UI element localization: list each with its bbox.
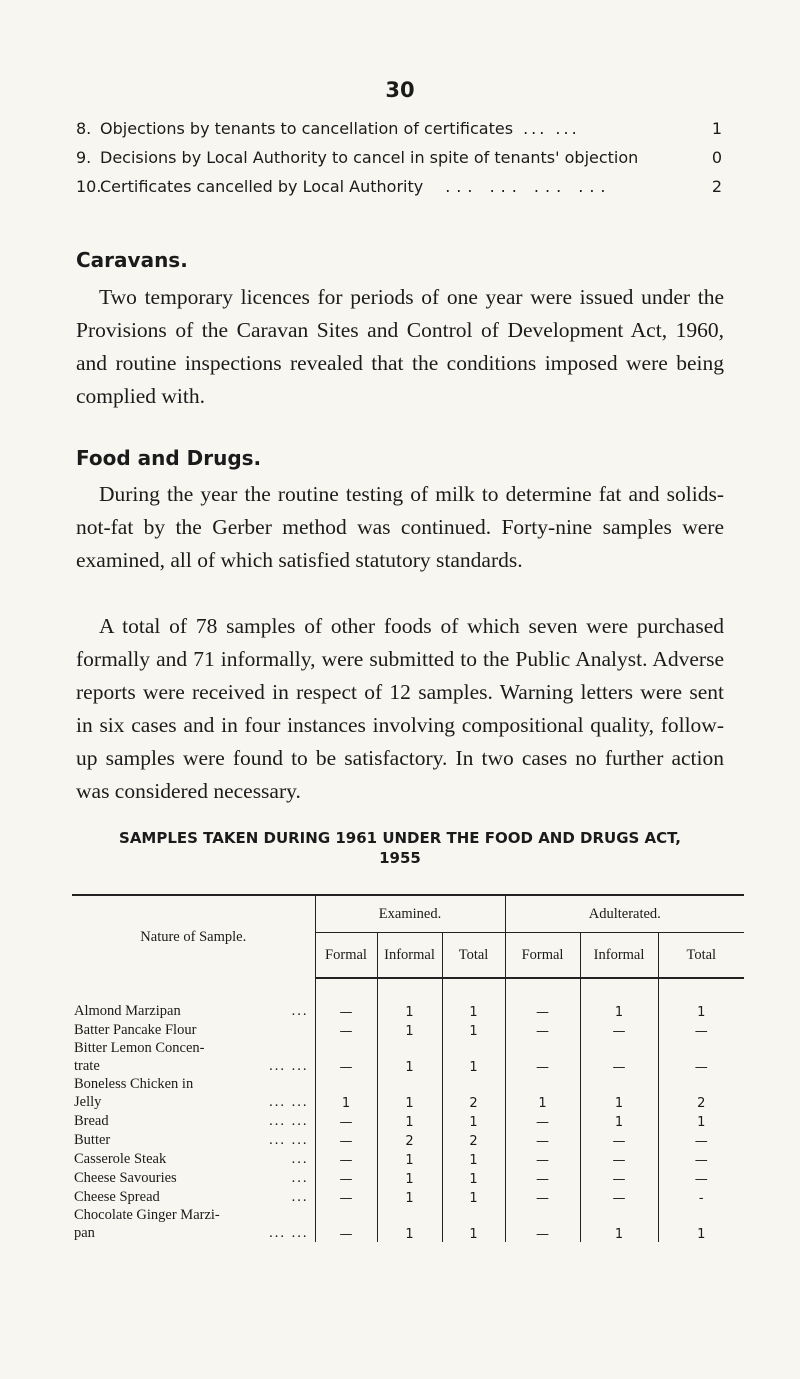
- examined-informal-cell: 1: [377, 1168, 442, 1187]
- list-item: [76, 143, 722, 172]
- leader-dots: ... ...: [269, 1094, 309, 1110]
- leader-dots: ... ...: [269, 1225, 309, 1241]
- list-item-text: Decisions by Local Authority to cancel in spite of tenants' objection: [100, 148, 639, 167]
- adulterated-formal-cell: —: [505, 1130, 580, 1149]
- leader-dots: ... ...: [523, 119, 580, 138]
- sample-name-line: [74, 1057, 309, 1075]
- caravans-paragraph: Two temporary licences for periods of one year were issued under the Provisions of the Caravan Sites and Control of Development Act, 1960, and routine inspections revealed that the conditions imposed were being complied with.: [76, 285, 724, 408]
- sample-name-line: [74, 1039, 309, 1057]
- food-drugs-heading: Food and Drugs.: [76, 446, 262, 470]
- list-item-value: 1: [711, 119, 722, 138]
- examined-total-cell: 1: [442, 1039, 505, 1075]
- sample-name-text: Batter Pancake Flour: [74, 1022, 197, 1038]
- examined-informal-cell: 1: [377, 1149, 442, 1168]
- sample-name: [72, 1075, 315, 1111]
- adulterated-informal-cell: —: [580, 1039, 658, 1075]
- table-row: [72, 1001, 744, 1020]
- sample-name-line: [74, 1224, 309, 1242]
- examined-formal-cell: —: [315, 1039, 377, 1075]
- adulterated-total-cell: —: [658, 1020, 744, 1039]
- sample-name-text: Boneless Chicken in: [74, 1076, 194, 1092]
- table-row: [72, 1075, 744, 1111]
- sample-name: [72, 1149, 315, 1168]
- examined-total-cell: 1: [442, 1111, 505, 1130]
- adulterated-formal-cell: —: [505, 1168, 580, 1187]
- list-item-value: 2: [711, 177, 722, 196]
- adulterated-total-cell: —: [658, 1039, 744, 1075]
- table-row: [72, 1168, 744, 1187]
- sample-name: [72, 1130, 315, 1149]
- samples-table-container: [72, 894, 744, 1242]
- examined-informal-cell: 1: [377, 1020, 442, 1039]
- examined-formal-cell: —: [315, 1149, 377, 1168]
- adulterated-total-cell: —: [658, 1130, 744, 1149]
- sample-name-text: Cheese Savouries: [74, 1170, 177, 1186]
- adulterated-formal-cell: —: [505, 1206, 580, 1242]
- examined-formal-cell: —: [315, 1020, 377, 1039]
- sample-name-text: Butter: [74, 1132, 111, 1148]
- table-title-year: 1955: [379, 849, 421, 867]
- list-item-number: 10.: [76, 177, 102, 196]
- examined-header: Examined.: [315, 896, 505, 933]
- examined-formal-cell: 1: [315, 1075, 377, 1111]
- examined-formal-cell: —: [315, 1206, 377, 1242]
- caravans-heading: Caravans.: [76, 248, 188, 272]
- sample-name-line: [74, 1206, 309, 1224]
- table-title-line: SAMPLES TAKEN DURING 1961 UNDER THE FOOD AND DRUGS ACT,: [119, 829, 681, 847]
- sample-name-line: [74, 1131, 309, 1149]
- examined-formal-cell: —: [315, 1001, 377, 1020]
- sample-name: [72, 1206, 315, 1242]
- sample-name-line: [74, 1188, 309, 1206]
- list-item-value: 0: [711, 148, 722, 167]
- leader-dots: ...: [291, 1170, 309, 1186]
- adulterated-informal-header: Informal: [580, 933, 658, 979]
- sample-name-line: [74, 1093, 309, 1111]
- sample-name-text: Chocolate Ginger Marzi-: [74, 1207, 220, 1223]
- adulterated-informal-cell: —: [580, 1130, 658, 1149]
- sample-name: [72, 1039, 315, 1075]
- leader-dots: ...: [291, 1189, 309, 1205]
- adulterated-formal-cell: —: [505, 1001, 580, 1020]
- adulterated-formal-header: Formal: [505, 933, 580, 979]
- sample-name: [72, 1020, 315, 1039]
- leader-dots: ... ...: [269, 1113, 309, 1129]
- table-row: [72, 1149, 744, 1168]
- examined-informal-cell: 1: [377, 1075, 442, 1111]
- examined-total-cell: 1: [442, 1206, 505, 1242]
- sample-name: [72, 1187, 315, 1206]
- examined-total-cell: 1: [442, 1187, 505, 1206]
- examined-total-header: Total: [442, 933, 505, 979]
- leader-dots: ...: [291, 1151, 309, 1167]
- table-row: [72, 1206, 744, 1242]
- sample-name-text: Jelly: [74, 1094, 102, 1110]
- numbered-list: [76, 114, 722, 201]
- list-item-number: 9.: [76, 148, 92, 167]
- leader-dots: ... ... ... ...: [445, 177, 612, 196]
- adulterated-formal-cell: 1: [505, 1075, 580, 1111]
- sample-name-text: trate: [74, 1058, 100, 1074]
- food-paragraph-1: During the year the routine testing of milk to determine fat and solids-not-fat by the Gerber method was continued. Forty-nine samples were examined, all of which satisfied statutory standards.: [76, 482, 724, 572]
- sample-name-text: Bitter Lemon Concen-: [74, 1040, 205, 1056]
- list-item-text: Certificates cancelled by Local Authority: [100, 177, 424, 196]
- adulterated-total-cell: 1: [658, 1111, 744, 1130]
- sample-name-text: Almond Marzipan: [74, 1003, 181, 1019]
- adulterated-total-cell: —: [658, 1168, 744, 1187]
- examined-formal-cell: —: [315, 1111, 377, 1130]
- adulterated-informal-cell: 1: [580, 1001, 658, 1020]
- examined-total-cell: 1: [442, 1168, 505, 1187]
- list-item-number: 8.: [76, 119, 92, 138]
- examined-informal-cell: 1: [377, 1039, 442, 1075]
- examined-total-cell: 1: [442, 1020, 505, 1039]
- sample-name-text: Casserole Steak: [74, 1151, 167, 1167]
- nature-of-sample-header: Nature of Sample.: [140, 928, 247, 945]
- adulterated-header: Adulterated.: [505, 896, 744, 933]
- sample-name: [72, 1001, 315, 1020]
- list-item: [76, 172, 722, 201]
- adulterated-total-cell: -: [658, 1187, 744, 1206]
- leader-dots: ...: [291, 1003, 309, 1019]
- examined-informal-cell: 1: [377, 1187, 442, 1206]
- sample-name: [72, 1111, 315, 1130]
- adulterated-total-cell: 2: [658, 1075, 744, 1111]
- leader-dots: ... ...: [269, 1058, 309, 1074]
- examined-formal-cell: —: [315, 1168, 377, 1187]
- sample-name-line: [74, 1021, 309, 1039]
- adulterated-informal-cell: —: [580, 1187, 658, 1206]
- adulterated-formal-cell: —: [505, 1149, 580, 1168]
- leader-dots: ... ...: [269, 1132, 309, 1148]
- samples-table: [72, 896, 744, 1242]
- adulterated-total-cell: —: [658, 1149, 744, 1168]
- adulterated-formal-cell: —: [505, 1111, 580, 1130]
- examined-formal-cell: —: [315, 1130, 377, 1149]
- adulterated-formal-cell: —: [505, 1187, 580, 1206]
- table-row: [72, 1039, 744, 1075]
- examined-informal-cell: 2: [377, 1130, 442, 1149]
- examined-total-cell: 1: [442, 1149, 505, 1168]
- sample-name-line: [74, 1002, 309, 1020]
- adulterated-total-cell: 1: [658, 1206, 744, 1242]
- sample-name-text: pan: [74, 1225, 95, 1241]
- examined-informal-cell: 1: [377, 1111, 442, 1130]
- sample-name-line: [74, 1150, 309, 1168]
- sample-name-line: [74, 1169, 309, 1187]
- adulterated-total-header: Total: [658, 933, 744, 979]
- examined-total-cell: 2: [442, 1130, 505, 1149]
- examined-informal-cell: 1: [377, 1001, 442, 1020]
- list-item: [76, 114, 722, 143]
- sample-name-line: [74, 1112, 309, 1130]
- table-row: [72, 1020, 744, 1039]
- sample-name-line: [74, 1075, 309, 1093]
- table-title: [40, 828, 760, 868]
- adulterated-informal-cell: 1: [580, 1075, 658, 1111]
- examined-formal-cell: —: [315, 1187, 377, 1206]
- examined-total-cell: 2: [442, 1075, 505, 1111]
- sample-name: [72, 1168, 315, 1187]
- examined-total-cell: 1: [442, 1001, 505, 1020]
- table-row: [72, 1111, 744, 1130]
- adulterated-total-cell: 1: [658, 1001, 744, 1020]
- examined-informal-cell: 1: [377, 1206, 442, 1242]
- table-row: [72, 1130, 744, 1149]
- adulterated-informal-cell: —: [580, 1020, 658, 1039]
- adulterated-formal-cell: —: [505, 1020, 580, 1039]
- list-item-text: Objections by tenants to cancellation of certificates: [100, 119, 514, 138]
- examined-informal-header: Informal: [377, 933, 442, 979]
- table-row: [72, 1187, 744, 1206]
- adulterated-informal-cell: —: [580, 1168, 658, 1187]
- examined-formal-header: Formal: [315, 933, 377, 979]
- adulterated-informal-cell: —: [580, 1149, 658, 1168]
- adulterated-formal-cell: —: [505, 1039, 580, 1075]
- page-number: 30: [385, 78, 415, 102]
- sample-name-text: Bread: [74, 1113, 109, 1129]
- sample-name-text: Cheese Spread: [74, 1189, 160, 1205]
- adulterated-informal-cell: 1: [580, 1206, 658, 1242]
- food-paragraph-2: A total of 78 samples of other foods of which seven were purchased formally and 71 informally, were submitted to the Public Analyst. Adverse reports were received in respect of 12 samples. Warning letters were sent in six cases and in four instances involving compositional quality, follow-up samples were found to be satisfactory. In two cases no further action was considered necessary.: [76, 614, 724, 803]
- adulterated-informal-cell: 1: [580, 1111, 658, 1130]
